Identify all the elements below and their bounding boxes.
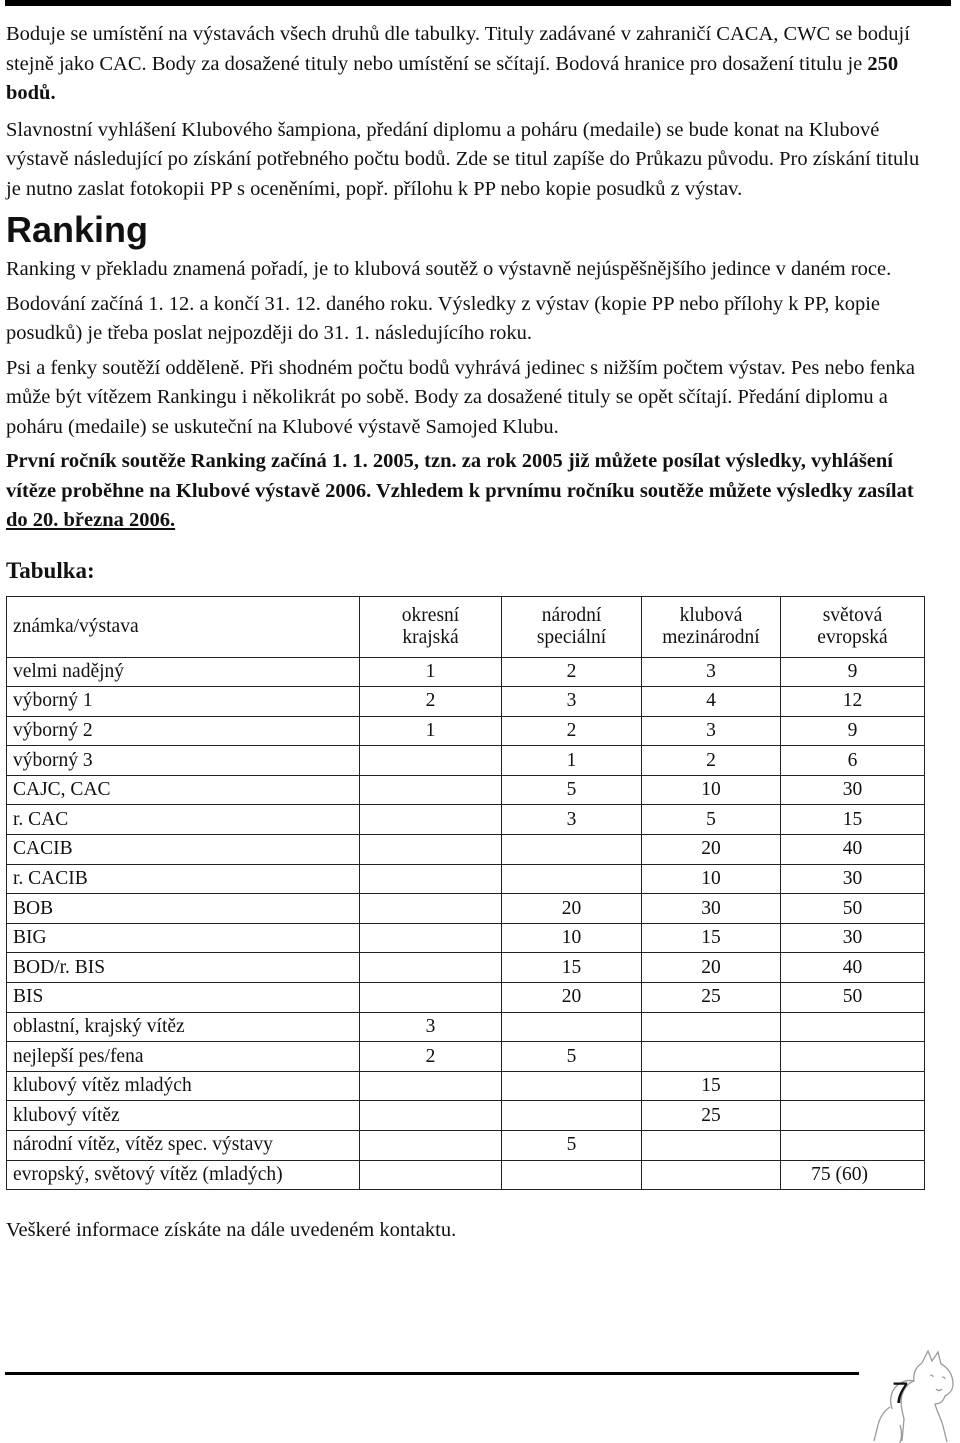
column-header-line: speciální [536,626,607,648]
column-header-line: okresní [401,604,460,626]
column-header-line: známka/výstava [13,615,139,637]
points-cell: 9 [781,716,925,746]
row-label: BIS [7,983,360,1013]
ranking-paragraph-3: Psi a fenky soutěží odděleně. Při shodném počtu bodů vyhrává jedinec s nižším počtem výstav. Pes nebo fenka může být vítězem Rankingu i několikrát po sobě. Body za dosažené tituly se opět sčítají. Předání diplomu a poháru (medaile) se uskuteční na Klubové výstavě Samojed Klubu. [6,356,916,438]
points-cell: 20 [502,894,642,924]
points-cell [360,1071,502,1101]
points-cell: 15 [502,953,642,983]
table-row [7,1160,925,1190]
row-label: r. CAC [7,805,360,835]
row-label: výborný 1 [7,687,360,717]
table-row [7,746,925,776]
points-cell: 1 [360,657,502,687]
points-cell: 20 [502,983,642,1013]
intro-text: Boduje se umístění na výstavách všech druhů dle tabulky. Tituly zadávané v zahraničí CACA, CWC se bodují stejně jako CAC. Body za dosažené tituly nebo umístění se sčítají. Bodová hranice pro dosažení titulu je [6,23,910,75]
row-label: velmi nadějný [7,657,360,687]
intro-paragraph-2: Slavnostní vyhlášení Klubového šampiona, předání diplomu a poháru (medaile) se bude konat na Klubové výstavě následující po získání potřebného počtu bodů. Zde se titul zapíše do Průkazu původu. Pro získání titulu je nutno zaslat fotokopii PP s oceněními, popř. přílohu k PP nebo kopie posudků z výstav. [6,118,920,200]
row-label: CACIB [7,835,360,865]
points-cell: 2 [642,746,781,776]
column-header-line: evropská [817,626,888,648]
points-cell [781,1012,925,1042]
points-cell: 6 [781,746,925,776]
points-cell [781,1042,925,1072]
table-row [7,657,925,687]
points-cell [360,1160,502,1190]
points-cell: 3 [360,1012,502,1042]
points-table [6,596,925,1191]
points-cell: 30 [781,775,925,805]
points-cell [502,1012,642,1042]
ranking-heading: Ranking [6,209,149,250]
footer-text: Veškeré informace získáte na dále uvedeném kontaktu. [6,1219,457,1242]
table-row [7,716,925,746]
table-row [7,687,925,717]
column-header [642,596,781,657]
points-cell: 15 [781,805,925,835]
points-cell [360,1101,502,1131]
points-cell [642,1131,781,1161]
page-number: 7 [892,1377,909,1410]
table-row [7,1071,925,1101]
points-cell: 2 [502,716,642,746]
points-cell [360,864,502,894]
table-row [7,1012,925,1042]
row-label: nejlepší pes/fena [7,1042,360,1072]
points-threshold: 250 bodů. [6,52,899,104]
table-row [7,983,925,1013]
points-cell [642,1012,781,1042]
row-label: BOB [7,894,360,924]
points-cell: 12 [781,687,925,717]
points-cell [502,1071,642,1101]
row-label: BOD/r. BIS [7,953,360,983]
points-cell: 20 [642,953,781,983]
column-header-line: mezinárodní [662,626,760,648]
points-cell: 10 [642,775,781,805]
table-row [7,835,925,865]
points-cell: 50 [781,983,925,1013]
deadline-text: do 20. března 2006. [6,509,176,531]
points-cell [360,746,502,776]
points-cell: 5 [502,1042,642,1072]
points-cell [781,1101,925,1131]
ranking-paragraph-2: Bodování začíná 1. 12. a končí 31. 12. daného roku. Výsledky z výstav (kopie PP nebo přílohy k PP, kopie posudků) je třeba poslat nejpozději do 31. 1. následujícího roku. [6,292,880,344]
points-cell [642,1042,781,1072]
row-label: národní vítěz, vítěz spec. výstavy [7,1131,360,1161]
points-cell: 10 [502,923,642,953]
column-header-line: světová [822,604,883,626]
points-cell [502,1160,642,1190]
points-cell: 3 [642,657,781,687]
page-content [6,20,924,1246]
points-cell [360,775,502,805]
column-header [360,596,502,657]
row-label: BIG [7,923,360,953]
points-cell: 10 [642,864,781,894]
table-row [7,923,925,953]
row-label: r. CACIB [7,864,360,894]
column-header [781,596,925,657]
points-cell: 1 [360,716,502,746]
points-cell: 2 [360,1042,502,1072]
top-rule [5,0,951,6]
points-cell: 75 (60) [781,1160,925,1190]
points-cell [502,864,642,894]
table-header-row [7,596,925,657]
row-label: klubový vítěz [7,1101,360,1131]
table-body [7,657,925,1190]
points-cell: 4 [642,687,781,717]
table-row [7,1042,925,1072]
points-cell [502,835,642,865]
row-label: výborný 3 [7,746,360,776]
row-label: oblastní, krajský vítěz [7,1012,360,1042]
points-cell [502,1101,642,1131]
points-cell [642,1160,781,1190]
points-cell: 50 [781,894,925,924]
points-cell [360,923,502,953]
points-cell: 3 [642,716,781,746]
table-row [7,953,925,983]
table-row [7,805,925,835]
points-cell: 30 [642,894,781,924]
column-header [7,596,360,657]
points-cell: 30 [781,864,925,894]
points-cell: 3 [502,805,642,835]
points-cell: 5 [502,1131,642,1161]
row-label: klubový vítěz mladých [7,1071,360,1101]
table-row [7,894,925,924]
table-row [7,1131,925,1161]
points-cell [781,1071,925,1101]
row-label: výborný 2 [7,716,360,746]
table-row [7,775,925,805]
column-header-line: krajská [402,626,459,648]
row-label: evropský, světový vítěz (mladých) [7,1160,360,1190]
table-row [7,1101,925,1131]
points-cell: 3 [502,687,642,717]
points-cell [360,805,502,835]
points-cell: 1 [502,746,642,776]
notice-text: První ročník soutěže Ranking začíná 1. 1. 2005, tzn. za rok 2005 již můžete posílat výsledky, vyhlášení vítěze proběhne na Klubové výstavě 2006. Vzhledem k prvnímu ročníku soutěže můžete výsledky zasílat [6,450,914,502]
points-cell: 30 [781,923,925,953]
points-cell [360,983,502,1013]
points-cell: 40 [781,835,925,865]
points-cell: 15 [642,923,781,953]
points-cell: 20 [642,835,781,865]
points-cell: 25 [642,983,781,1013]
points-cell [360,953,502,983]
column-header-line: klubová [679,604,743,626]
points-cell: 2 [502,657,642,687]
column-header [502,596,642,657]
ranking-paragraph-1: Ranking v překladu znamená pořadí, je to klubová soutěž o výstavně nejúspěšnějšího jedince v daném roce. [6,258,892,280]
points-cell: 5 [642,805,781,835]
ranking-notice [6,447,924,536]
bottom-rule [5,1372,859,1375]
points-cell: 15 [642,1071,781,1101]
points-cell: 25 [642,1101,781,1131]
points-cell [360,894,502,924]
points-cell [781,1131,925,1161]
intro-paragraph-1 [6,20,924,109]
table-heading: Tabulka: [6,557,95,583]
points-cell: 5 [502,775,642,805]
column-header-line: národní [541,604,602,626]
points-cell: 40 [781,953,925,983]
row-label: CAJC, CAC [7,775,360,805]
points-cell: 2 [360,687,502,717]
points-cell: 9 [781,657,925,687]
points-cell [360,1131,502,1161]
samoyed-dog-illustration [860,1345,960,1443]
table-row [7,864,925,894]
points-cell [360,835,502,865]
